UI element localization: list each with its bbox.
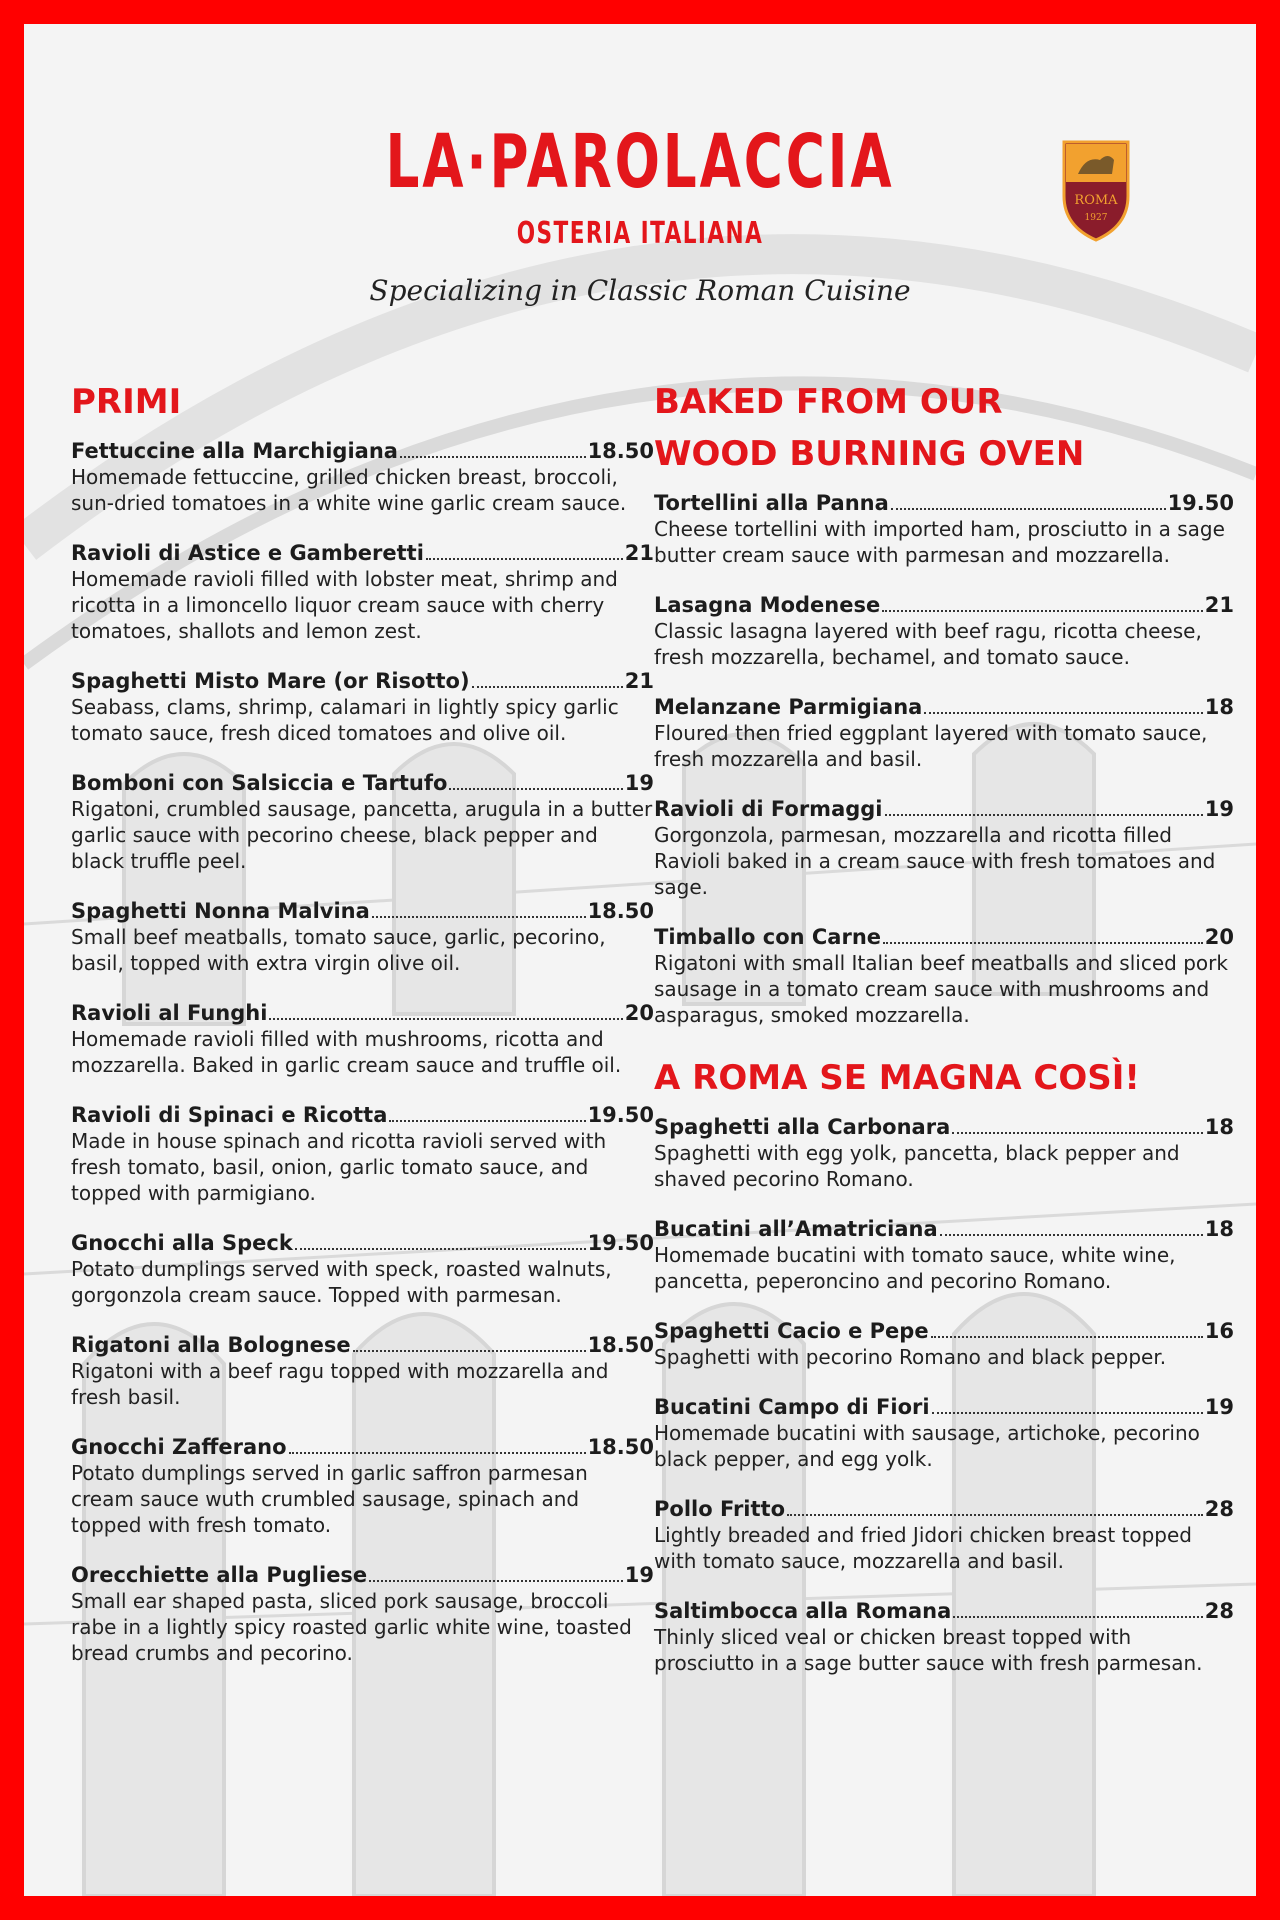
menu-item-header <box>71 1102 654 1128</box>
menu-item-price: 20 <box>1204 925 1234 949</box>
menu-item-name: Ravioli di Formaggi <box>654 797 883 821</box>
primi-title: PRIMI <box>71 382 182 422</box>
menu-item <box>654 592 1234 670</box>
dot-leader <box>400 456 586 458</box>
menu-item-description: Homemade bucatini with sausage, artichoke, pecorino black pepper, and egg yolk. <box>654 1421 1200 1471</box>
menu-item-name: Ravioli di Astice e Gamberetti <box>71 541 424 565</box>
menu-item <box>654 1496 1234 1574</box>
menu-item-header <box>654 592 1234 618</box>
primi-column <box>71 376 654 1690</box>
roma-title: A ROMA SE MAGNA COSÌ! <box>654 1058 1140 1098</box>
menu-item-price: 18.50 <box>587 1435 654 1459</box>
restaurant-logo-title: LA·PAROLACCIA <box>385 119 895 205</box>
menu-item-name: Tortellini alla Panna <box>654 491 889 515</box>
menu-item-price: 18 <box>1204 1217 1234 1241</box>
menu-item <box>654 1318 1234 1370</box>
menu-item-header <box>654 490 1234 516</box>
menu-item-header <box>71 1230 654 1256</box>
oven-list <box>654 490 1234 1028</box>
menu-item <box>71 770 654 874</box>
menu-item-price: 18.50 <box>587 1333 654 1357</box>
menu-item-price: 19.50 <box>587 1231 654 1255</box>
menu-item <box>654 1598 1234 1676</box>
menu-item-name: Bomboni con Salsiccia e Tartufo <box>71 771 448 795</box>
dot-leader <box>372 916 586 918</box>
right-column <box>654 376 1234 1700</box>
dot-leader <box>883 942 1203 944</box>
menu-item-price: 18.50 <box>587 899 654 923</box>
menu-item <box>71 1562 654 1666</box>
menu-item-price: 18 <box>1204 695 1234 719</box>
menu-item <box>654 1114 1234 1192</box>
menu-item-header <box>71 770 654 796</box>
dot-leader <box>426 558 623 560</box>
menu-item-price: 21 <box>624 541 654 565</box>
menu-item-description: Floured then fried eggplant layered with tomato sauce, fresh mozzarella and basil. <box>654 721 1208 771</box>
menu-item-name: Spaghetti Misto Mare (or Risotto) <box>71 669 470 693</box>
dot-leader <box>952 1132 1203 1134</box>
menu-frame <box>24 24 1256 1896</box>
menu-item-description: Small beef meatballs, tomato sauce, garlic, pecorino, basil, topped with extra virgin olive oil. <box>71 925 606 975</box>
menu-item-name: Bucatini Campo di Fiori <box>654 1395 930 1419</box>
menu-item-price: 19 <box>624 771 654 795</box>
dot-leader <box>389 1120 585 1122</box>
menu-item-description: Spaghetti with egg yolk, pancetta, black pepper and shaved pecorino Romano. <box>654 1141 1180 1191</box>
dot-leader <box>940 1234 1203 1236</box>
menu-item <box>71 1332 654 1410</box>
menu-item <box>654 694 1234 772</box>
tagline: Specializing in Classic Roman Cuisine <box>369 274 911 307</box>
dot-leader <box>787 1514 1203 1516</box>
menu-item-name: Spaghetti Cacio e Pepe <box>654 1319 929 1343</box>
dot-leader <box>289 1452 586 1454</box>
menu-item <box>71 1434 654 1538</box>
menu-item-name: Gnocchi Zafferano <box>71 1435 287 1459</box>
menu-item-name: Saltimbocca alla Romana <box>654 1599 952 1623</box>
menu-item <box>71 898 654 976</box>
menu-item-description: Rigatoni with a beef ragu topped with mozzarella and fresh basil. <box>71 1359 609 1409</box>
menu-item <box>654 796 1234 900</box>
menu-item-header <box>71 438 654 464</box>
menu-item <box>654 490 1234 568</box>
menu-item-description: Thinly sliced veal or chicken breast topped with prosciutto in a sage butter sauce with fresh parmesan. <box>654 1625 1203 1675</box>
menu-item-name: Spaghetti alla Carbonara <box>654 1115 951 1139</box>
menu-item-price: 20 <box>624 1001 654 1025</box>
dot-leader <box>369 1580 623 1582</box>
menu-item-name: Melanzane Parmigiana <box>654 695 923 719</box>
menu-item-price: 28 <box>1204 1599 1234 1623</box>
menu-item <box>71 668 654 746</box>
menu-item-header <box>654 796 1234 822</box>
menu-item-description: Rigatoni with small Italian beef meatballs and sliced pork sausage in a tomato cream sauce with mushrooms and asparagus, smoked mozzarella. <box>654 951 1228 1027</box>
menu-item <box>71 1102 654 1206</box>
menu-item-header <box>71 1332 654 1358</box>
menu-item <box>71 1230 654 1308</box>
menu-item-description: Made in house spinach and ricotta ravioli served with fresh tomato, basil, onion, garlic tomato sauce, and topped with parmigiano. <box>71 1129 607 1205</box>
menu-item-price: 16 <box>1204 1319 1234 1343</box>
dot-leader <box>269 1018 622 1020</box>
menu-item <box>71 1000 654 1078</box>
menu-item <box>654 1216 1234 1294</box>
menu-item-price: 19.50 <box>587 1103 654 1127</box>
menu-item-description: Gorgonzola, parmesan, mozzarella and ricotta filled Ravioli baked in a cream sauce with fresh tomatoes and sage. <box>654 823 1216 899</box>
menu-item-header <box>654 694 1234 720</box>
menu-item-header <box>654 1598 1234 1624</box>
menu-item-description: Homemade ravioli filled with mushrooms, ricotta and mozzarella. Baked in garlic cream sauce and truffle oil. <box>71 1027 622 1077</box>
menu-item-price: 18.50 <box>587 439 654 463</box>
menu-item-header <box>654 1394 1234 1420</box>
menu-item-description: Homemade bucatini with tomato sauce, white wine, pancetta, peperoncino and pecorino Romano. <box>654 1243 1176 1293</box>
menu-item-name: Spaghetti Nonna Malvina <box>71 899 370 923</box>
menu-item <box>71 438 654 516</box>
menu-item-name: Ravioli al Funghi <box>71 1001 268 1025</box>
menu-item-description: Classic lasagna layered with beef ragu, ricotta cheese, fresh mozzarella, bechamel, and tomato sauce. <box>654 619 1202 669</box>
menu-item-header <box>71 540 654 566</box>
menu-item-description: Cheese tortellini with imported ham, prosciutto in a sage butter cream sauce with parmesan and mozzarella. <box>654 517 1225 567</box>
menu-item-name: Bucatini all’Amatriciana <box>654 1217 938 1241</box>
menu-item-price: 19 <box>1204 797 1234 821</box>
menu-item-description: Seabass, clams, shrimp, calamari in lightly spicy garlic tomato sauce, fresh diced tomatoes and olive oil. <box>71 695 619 745</box>
menu-item-name: Timballo con Carne <box>654 925 882 949</box>
menu-item-name: Fettuccine alla Marchigiana <box>71 439 398 463</box>
menu-item-header <box>71 1434 654 1460</box>
menu-item <box>654 924 1234 1028</box>
dot-leader <box>891 508 1166 510</box>
menu-item-description: Rigatoni, crumbled sausage, pancetta, arugula in a butter garlic sauce with pecorino cheese, black pepper and black truffle peel. <box>71 797 653 873</box>
menu-item-header <box>71 1000 654 1026</box>
menu-item-name: Ravioli di Spinaci e Ricotta <box>71 1103 388 1127</box>
crest-year: 1927 <box>1084 213 1108 223</box>
menu-item <box>71 540 654 644</box>
dot-leader <box>924 712 1202 714</box>
menu-item-description: Spaghetti with pecorino Romano and black pepper. <box>654 1345 1167 1369</box>
menu-item-header <box>654 1318 1234 1344</box>
menu-item-price: 19 <box>624 1563 654 1587</box>
menu-item-header <box>654 1216 1234 1242</box>
dot-leader <box>953 1616 1202 1618</box>
menu-item-description: Small ear shaped pasta, sliced pork sausage, broccoli rabe in a lightly spicy roasted garlic white wine, toasted bread crumbs and pecorino. <box>71 1589 632 1665</box>
menu-item-name: Gnocchi alla Speck <box>71 1231 293 1255</box>
menu-item-description: Lightly breaded and fried Jidori chicken breast topped with tomato sauce, mozzarella and basil. <box>654 1523 1192 1573</box>
primi-list <box>71 438 654 1666</box>
dot-leader <box>931 1336 1203 1338</box>
menu-item-name: Pollo Fritto <box>654 1497 786 1521</box>
menu-item-price: 21 <box>1204 593 1234 617</box>
menu-item-name: Lasagna Modenese <box>654 593 881 617</box>
menu-item-name: Orecchiette alla Pugliese <box>71 1563 368 1587</box>
menu-item-description: Homemade ravioli filled with lobster meat, shrimp and ricotta in a limoncello liquor cream sauce with cherry tomatoes, shallots and lemon zest. <box>71 567 618 643</box>
menu-item-price: 18 <box>1204 1115 1234 1139</box>
menu-item-price: 19.50 <box>1167 491 1234 515</box>
menu-item-header <box>654 924 1234 950</box>
menu-item-header <box>71 1562 654 1588</box>
menu-item-name: Rigatoni alla Bolognese <box>71 1333 351 1357</box>
menu-item-price: 28 <box>1204 1497 1234 1521</box>
dot-leader <box>295 1248 586 1250</box>
oven-title: BAKED FROM OUR WOOD BURNING OVEN <box>654 382 1085 474</box>
dot-leader <box>353 1350 586 1352</box>
menu-item-description: Homemade fettuccine, grilled chicken breast, broccoli, sun-dried tomatoes in a white wine garlic cream sauce. <box>71 465 627 515</box>
menu-item-header <box>71 668 654 694</box>
dot-leader <box>932 1412 1203 1414</box>
menu-item-header <box>71 898 654 924</box>
menu-item-header <box>654 1114 1234 1140</box>
menu-content <box>24 24 1256 1896</box>
menu-item <box>654 1394 1234 1472</box>
dot-leader <box>472 686 623 688</box>
menu-item-price: 19 <box>1204 1395 1234 1419</box>
menu-item-description: Potato dumplings served with speck, roasted walnuts, gorgonzola cream sauce. Topped with parmesan. <box>71 1257 612 1307</box>
menu-item-price: 21 <box>624 669 654 693</box>
dot-leader <box>449 788 622 790</box>
menu-item-description: Potato dumplings served in garlic saffron parmesan cream sauce wuth crumbled sausage, spinach and topped with fresh tomato. <box>71 1461 588 1537</box>
restaurant-logo-subtitle: OSTERIA ITALIANA <box>516 216 764 251</box>
dot-leader <box>885 814 1203 816</box>
roma-list <box>654 1114 1234 1676</box>
dot-leader <box>882 610 1203 612</box>
as-roma-crest-icon <box>1056 134 1136 244</box>
crest-text: ROMA <box>1074 193 1118 208</box>
menu-item-header <box>654 1496 1234 1522</box>
